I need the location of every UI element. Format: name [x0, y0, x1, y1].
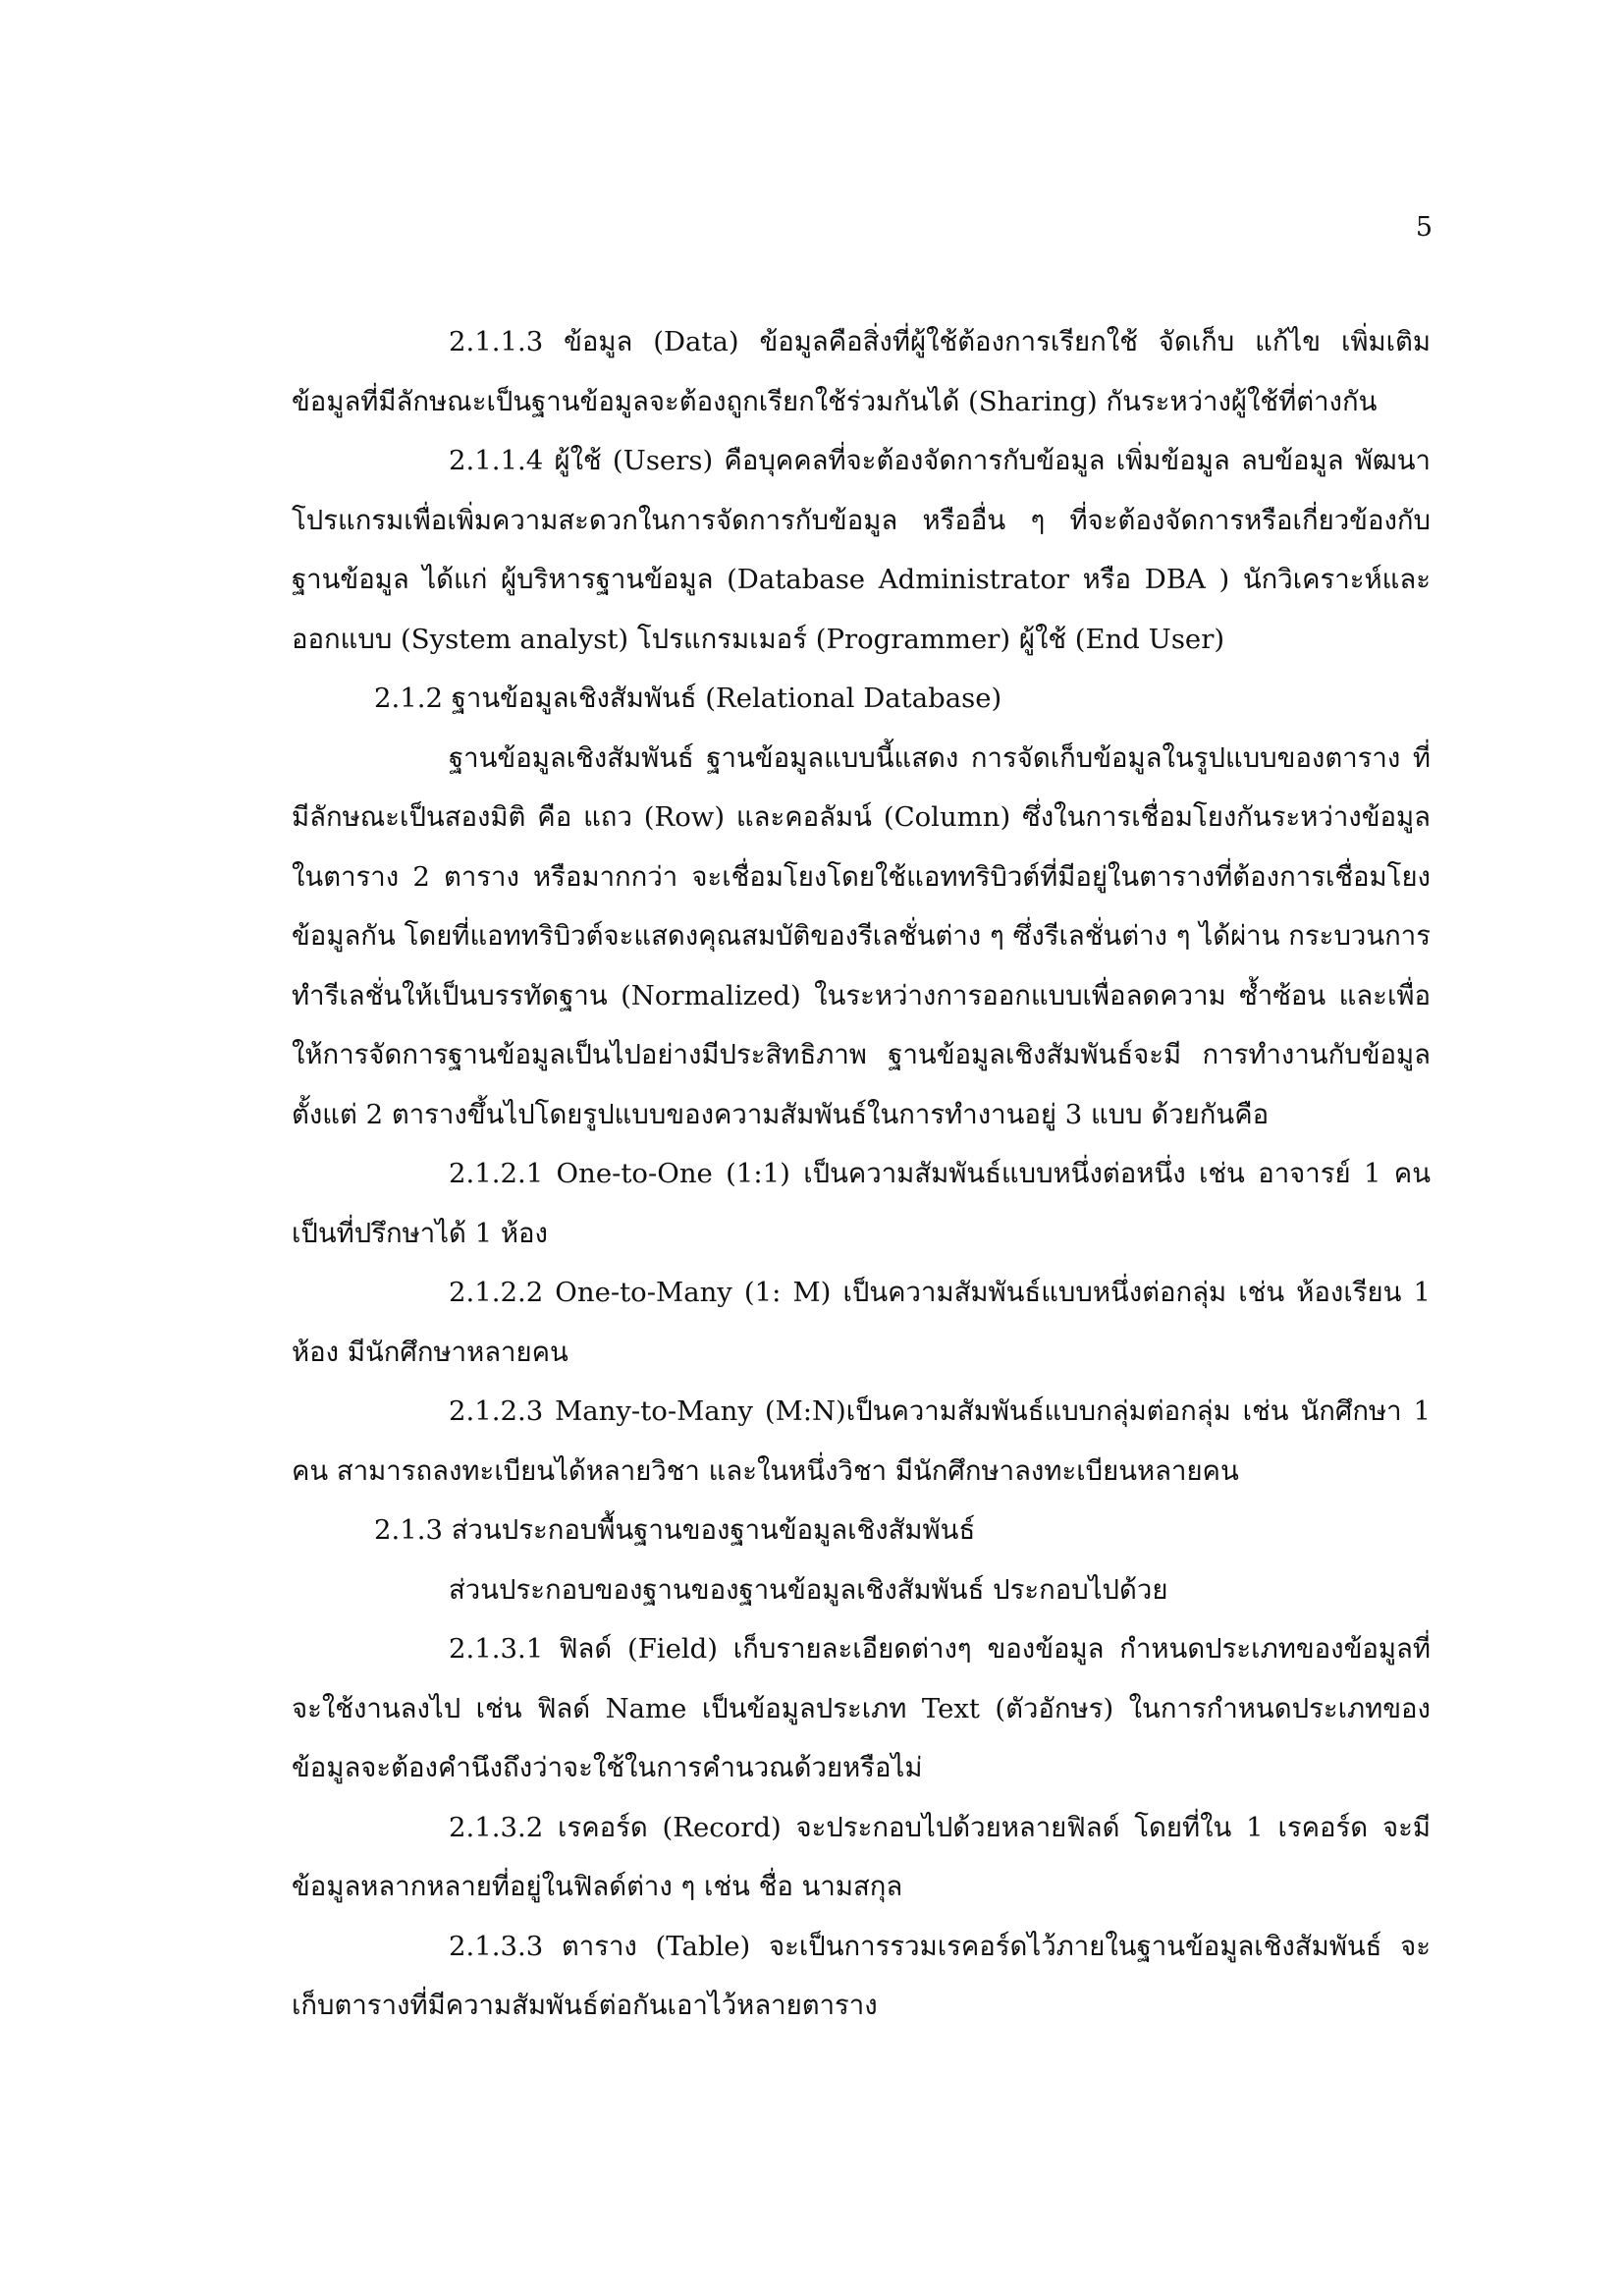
- section-heading-2-1-3: 2.1.3 ส่วนประกอบพื้นฐานของฐานข้อมูลเชิงสัมพันธ์: [374, 1514, 976, 1546]
- section-heading-2-1-2: 2.1.2 ฐานข้อมูลเชิงสัมพันธ์ (Relational Database): [374, 683, 1002, 714]
- paragraph-2-1-3-1: 2.1.3.1 ฟิลด์ (Field) เก็บรายละเอียดต่างๆ ของข้อมูล กำหนดประเภทของข้อมูลที่ จะใช้งานลงไป เช่น ฟิลด์ Name เป็นข้อมูลประเภท Text (ตัวอักษร) ในการกำหนดประเภทของ ข้อมูลจะต้องคำนึงถึงว่าจะใช้ในการคำนวณด้วยหรือไม่: [292, 1633, 1431, 1783]
- page-body: [292, 312, 1431, 2036]
- paragraph-2-1-2-2: 2.1.2.2 One-to-Many (1: M) เป็นความสัมพันธ์แบบหนึ่งต่อกลุ่ม เช่น ห้องเรียน 1 ห้อง มีนักศึกษาหลายคน: [292, 1277, 1431, 1368]
- paragraph-2-1-1-4: 2.1.1.4 ผู้ใช้ (Users) คือบุคคลที่จะต้องจัดการกับข้อมูล เพิ่มข้อมูล ลบข้อมูล พัฒนา โปรแกรมเพื่อเพิ่มความสะดวกในการจัดการกับข้อมูล หรืออื่น ๆ ที่จะต้องจัดการหรือเกี่ยวข้องกับ ฐานข้อมูล ได้แก่ ผู้บริหารฐานข้อมูล (Database Administrator หรือ DBA ) นักวิเคราะห์และ ออกแบบ (System analyst) โปรแกรมเมอร์ (Programmer) ผู้ใช้ (End User): [292, 445, 1431, 655]
- paragraph-2-1-3-3: 2.1.3.3 ตาราง (Table) จะเป็นการรวมเรคอร์ดไว้ภายในฐานข้อมูลเชิงสัมพันธ์ จะ เก็บตารางที่มีความสัมพันธ์ต่อกันเอาไว้หลายตาราง: [292, 1930, 1431, 2021]
- paragraph-2-1-1-3: 2.1.1.3 ข้อมูล (Data) ข้อมูลคือสิ่งที่ผู้ใช้ต้องการเรียกใช้ จัดเก็บ แก้ไข เพิ่มเติม ข้อมูลที่มีลักษณะเป็นฐานข้อมูลจะต้องถูกเรียกใช้ร่วมกันได้ (Sharing) กันระหว่างผู้ใช้ที่ต่างกัน: [292, 326, 1431, 417]
- paragraph-relational-database: ฐานข้อมูลเชิงสัมพันธ์ ฐานข้อมูลแบบนี้แสดง การจัดเก็บข้อมูลในรูปแบบของตาราง ที่มีลักษณะเป็นสองมิติ คือ แถว (Row) และคอลัมน์ (Column) ซึ่งในการเชื่อมโยงกันระหว่างข้อมูล ในตาราง 2 ตาราง หรือมากกว่า จะเชื่อมโยงโดยใช้แอททริบิวต์ที่มีอยู่ในตารางที่ต้องการเชื่อมโยง ข้อมูลกัน โดยที่แอททริบิวต์จะแสดงคุณสมบัติของรีเลชั่นต่าง ๆ ซึ่งรีเลชั่นต่าง ๆ ได้ผ่าน กระบวนการทำรีเลชั่นให้เป็นบรรทัดฐาน (Normalized) ในระหว่างการออกแบบเพื่อลดความ ซ้ำซ้อน และเพื่อให้การจัดการฐานข้อมูลเป็นไปอย่างมีประสิทธิภาพ ฐานข้อมูลเชิงสัมพันธ์จะมี การทำงานกับข้อมูลตั้งแต่ 2 ตารางขึ้นไปโดยรูปแบบของความสัมพันธ์ในการทำงานอยู่ 3 แบบ ด้วยกันคือ: [292, 741, 1431, 1130]
- paragraph-2-1-2-1: 2.1.2.1 One-to-One (1:1) เป็นความสัมพันธ์แบบหนึ่งต่อหนึ่ง เช่น อาจารย์ 1 คน เป็นที่ปรึกษาได้ 1 ห้อง: [292, 1158, 1431, 1249]
- paragraph-2-1-2-3: 2.1.2.3 Many-to-Many (M:N)เป็นความสัมพันธ์แบบกลุ่มต่อกลุ่ม เช่น นักศึกษา 1 คน สามารถลงทะเบียนได้หลายวิชา และในหนึ่งวิชา มีนักศึกษาลงทะเบียนหลายคน: [292, 1395, 1431, 1487]
- page-number: 5: [1415, 212, 1433, 243]
- paragraph-components-intro: ส่วนประกอบของฐานของฐานข้อมูลเชิงสัมพันธ์ ประกอบไปด้วย: [449, 1573, 1168, 1606]
- paragraph-2-1-3-2: 2.1.3.2 เรคอร์ด (Record) จะประกอบไปด้วยหลายฟิลด์ โดยที่ใน 1 เรคอร์ด จะมี ข้อมูลหลากหลายที่อยู่ในฟิลด์ต่าง ๆ เช่น ชื่อ นามสกุล: [292, 1811, 1431, 1902]
